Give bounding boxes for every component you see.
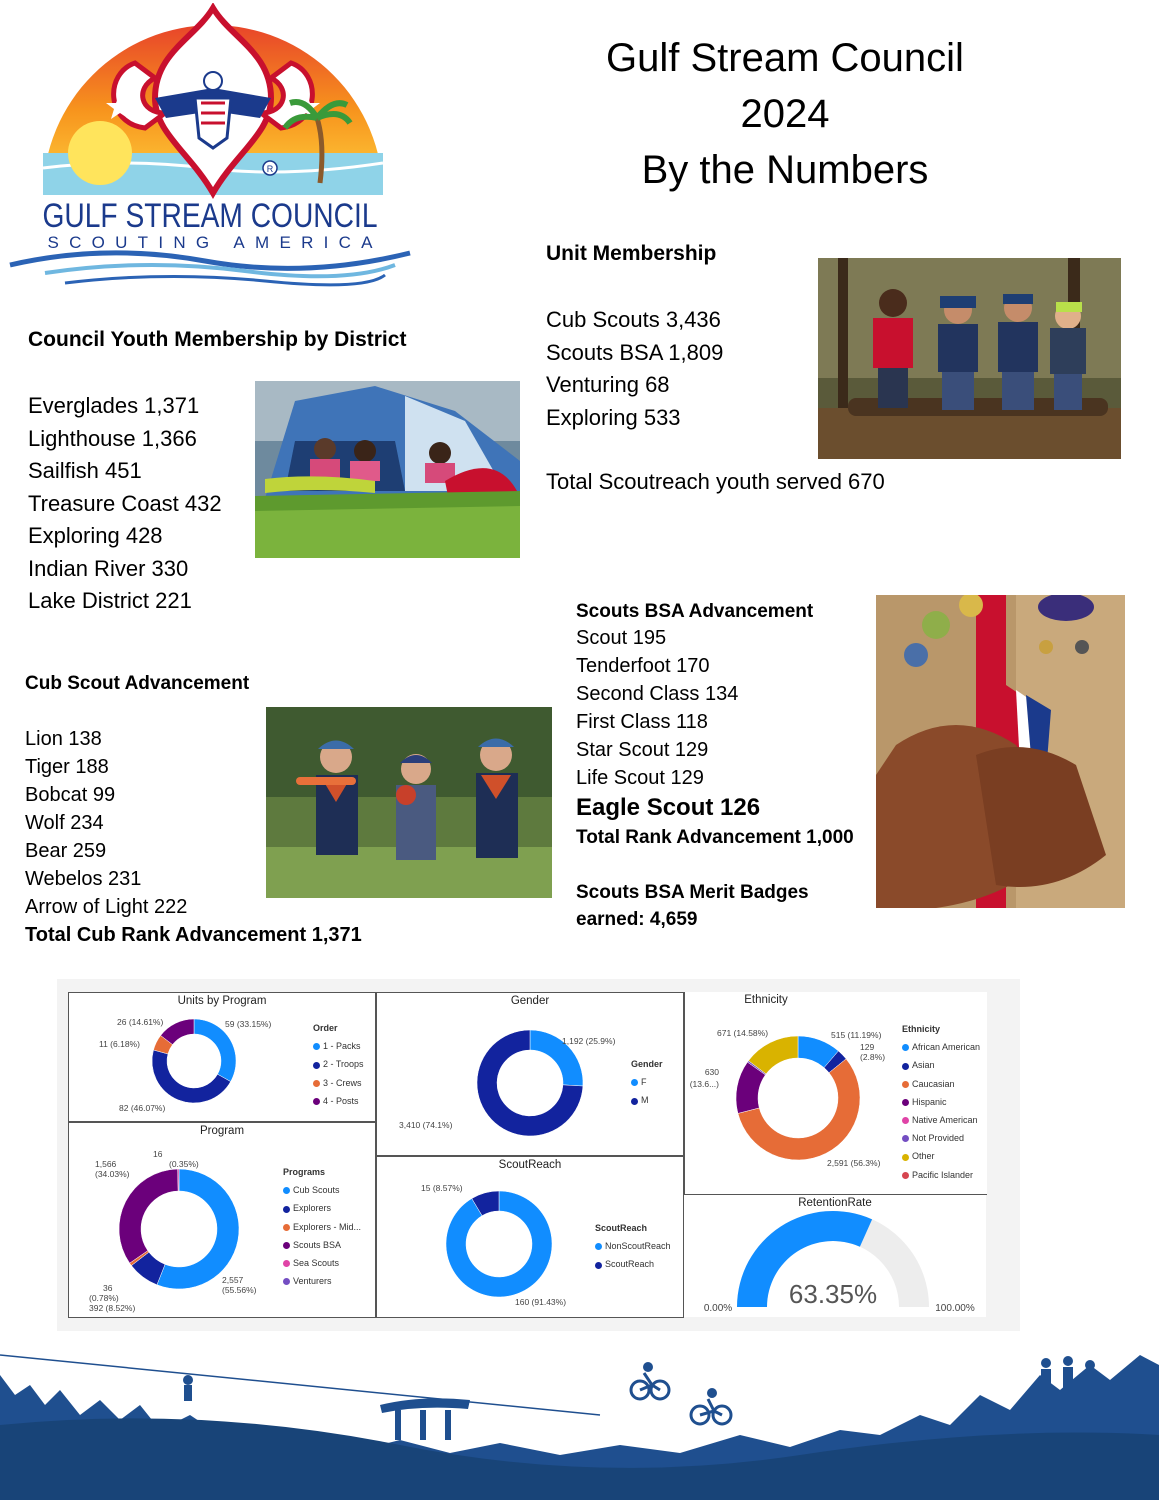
legend-item[interactable]: 4 - Posts bbox=[313, 1092, 364, 1110]
legend-item[interactable]: NonScoutReach bbox=[595, 1237, 671, 1255]
legend-item[interactable]: Cub Scouts bbox=[283, 1181, 361, 1199]
list-item: Indian River 330 bbox=[28, 555, 189, 581]
data-label: 11 (6.18%) bbox=[99, 1039, 140, 1049]
data-label: 671 (14.58%) bbox=[717, 1028, 769, 1038]
list-item: Tenderfoot 170 bbox=[576, 655, 710, 677]
data-label: 2,591 (56.3%) bbox=[827, 1158, 881, 1168]
gender-panel bbox=[376, 992, 684, 1156]
retention-panel bbox=[684, 1194, 986, 1317]
list-item: Scout 195 bbox=[576, 627, 667, 649]
scoutreach-panel bbox=[376, 1156, 684, 1318]
list-item: Exploring 428 bbox=[28, 523, 163, 548]
legend-title: Ethnicity bbox=[902, 1024, 941, 1034]
list-item: Scouts BSA 1,809 bbox=[546, 339, 724, 365]
list-item: Exploring 533 bbox=[546, 404, 681, 430]
data-label: 2,557 (55.56%) bbox=[222, 1275, 257, 1295]
legend-title: Order bbox=[313, 1023, 338, 1033]
page-title bbox=[560, 30, 1010, 198]
photo-eagle-medal bbox=[876, 595, 1125, 908]
legend-item[interactable]: M bbox=[631, 1091, 663, 1109]
chart-legend bbox=[313, 1019, 364, 1110]
list-item: Cub Scouts 3,436 bbox=[546, 307, 721, 332]
legend-item[interactable]: African American bbox=[902, 1038, 980, 1056]
data-label: 82 (46.07%) bbox=[119, 1103, 166, 1113]
chart-title: Ethnicity bbox=[744, 994, 788, 1006]
data-label: 630 (13.6...) bbox=[689, 1067, 719, 1089]
list-item: Webelos 231 bbox=[25, 868, 142, 890]
slice-2-troops[interactable] bbox=[152, 1050, 231, 1103]
legend-item[interactable]: Other bbox=[902, 1147, 980, 1165]
legend-item[interactable]: Venturers bbox=[283, 1272, 361, 1290]
legend-item[interactable]: Sea Scouts bbox=[283, 1254, 361, 1272]
legend-item[interactable]: Native American bbox=[902, 1111, 980, 1129]
list-item: Lion 138 bbox=[25, 728, 102, 750]
legend-item[interactable]: Pacific Islander bbox=[902, 1166, 980, 1184]
data-label: 16 (0.35%) bbox=[153, 1149, 199, 1169]
list-item: Bear 259 bbox=[25, 840, 107, 862]
list-item: Venturing 68 bbox=[546, 372, 670, 397]
data-label: 1,192 (25.9%) bbox=[562, 1036, 616, 1046]
bsa-list bbox=[576, 624, 854, 792]
district-heading: Council Youth Membership by District bbox=[28, 328, 407, 351]
legend-title: Gender bbox=[631, 1059, 663, 1069]
slice-sea-scouts[interactable] bbox=[178, 1169, 179, 1191]
data-label: 3,410 (74.1%) bbox=[399, 1120, 453, 1130]
bsa-total: Total Rank Advancement 1,000 bbox=[576, 827, 854, 848]
legend-title: ScoutReach bbox=[595, 1223, 648, 1233]
list-item: Everglades 1,371 bbox=[28, 393, 200, 418]
title-line3: By the Numbers bbox=[641, 148, 929, 192]
merit-badges-line1: Scouts BSA Merit Badges bbox=[576, 882, 809, 903]
list-item: Lake District 221 bbox=[28, 588, 192, 613]
legend-title: Programs bbox=[283, 1167, 326, 1177]
chart-title: ScoutReach bbox=[498, 1159, 562, 1171]
data-label: 26 (14.61%) bbox=[117, 1017, 164, 1027]
svg-text:R: R bbox=[266, 164, 274, 174]
data-label: 515 (11.19%) bbox=[831, 1030, 882, 1040]
cub-total: Total Cub Rank Advancement 1,371 bbox=[25, 924, 362, 946]
retention-gauge bbox=[684, 1195, 986, 1317]
gauge-max-label: 100.00% bbox=[935, 1303, 975, 1314]
photo-scouts-on-log bbox=[818, 258, 1121, 459]
gauge-min-label: 0.00% bbox=[703, 1303, 733, 1314]
chart-title: Program bbox=[199, 1125, 245, 1137]
photo-tent-camping bbox=[255, 381, 520, 558]
list-item: Second Class 134 bbox=[576, 683, 739, 705]
legend-item[interactable]: Caucasian bbox=[902, 1075, 980, 1093]
program-panel bbox=[68, 1122, 376, 1318]
list-item: Sailfish 451 bbox=[28, 458, 142, 483]
gauge-value: 63.35% bbox=[788, 1279, 878, 1309]
cub-heading: Cub Scout Advancement bbox=[25, 673, 250, 694]
legend-item[interactable]: Scouts BSA bbox=[283, 1236, 361, 1254]
list-item: Lighthouse 1,366 bbox=[28, 425, 197, 451]
slice-scouts-bsa[interactable] bbox=[119, 1169, 178, 1263]
data-label: 36 (0.78%) 392 (8.52%) bbox=[89, 1283, 136, 1313]
legend-item[interactable]: 1 - Packs bbox=[313, 1037, 364, 1055]
list-item: Tiger 188 bbox=[25, 756, 109, 778]
chart-legend bbox=[631, 1055, 663, 1110]
data-label: 59 (33.15%) bbox=[225, 1019, 272, 1029]
legend-item[interactable]: Explorers bbox=[283, 1199, 361, 1217]
chart-legend bbox=[283, 1163, 361, 1290]
bsa-heading: Scouts BSA Advancement bbox=[576, 601, 814, 622]
district-list bbox=[28, 390, 222, 618]
list-item: First Class 118 bbox=[576, 711, 708, 733]
data-label: 1,566 (34.03%) bbox=[95, 1159, 130, 1179]
title-line1: Gulf Stream Council bbox=[606, 36, 964, 80]
legend-item[interactable]: F bbox=[631, 1073, 663, 1091]
council-logo bbox=[5, 3, 420, 293]
list-item: Life Scout 129 bbox=[576, 767, 704, 789]
legend-item[interactable]: Not Provided bbox=[902, 1129, 980, 1147]
legend-item[interactable]: ScoutReach bbox=[595, 1255, 671, 1273]
chart-legend bbox=[902, 1020, 980, 1184]
logo-name-line2: SCOUTING AMERICA bbox=[47, 233, 373, 252]
scoutreach-total: Total Scoutreach youth served 670 bbox=[546, 469, 885, 494]
chart-legend bbox=[595, 1219, 671, 1274]
data-label: 129 (2.8%) bbox=[860, 1042, 886, 1062]
chart-title: RetentionRate bbox=[798, 1197, 872, 1209]
legend-item[interactable]: Asian bbox=[902, 1056, 980, 1074]
legend-item[interactable]: 2 - Troops bbox=[313, 1055, 364, 1073]
list-item: Arrow of Light 222 bbox=[25, 896, 188, 918]
legend-item[interactable]: Explorers - Mid... bbox=[283, 1218, 361, 1236]
ethnicity-panel bbox=[684, 992, 987, 1195]
list-item: Wolf 234 bbox=[25, 812, 104, 834]
data-label: 15 (8.57%) bbox=[421, 1183, 463, 1193]
legend-item[interactable]: Hispanic bbox=[902, 1093, 980, 1111]
units-by-program-panel bbox=[68, 992, 376, 1122]
bsa-section bbox=[576, 599, 854, 933]
merit-badges-line2: earned: 4,659 bbox=[576, 909, 698, 930]
logo-name-line1: GULF STREAM COUNCIL bbox=[42, 197, 378, 235]
legend-item[interactable]: 3 - Crews bbox=[313, 1074, 364, 1092]
list-item: Star Scout 129 bbox=[576, 739, 709, 761]
list-item: Treasure Coast 432 bbox=[28, 490, 222, 516]
footer-silhouette bbox=[0, 1335, 1159, 1500]
unit-heading: Unit Membership bbox=[546, 242, 717, 265]
chart-title: Units by Program bbox=[177, 995, 267, 1007]
data-label: 160 (91.43%) bbox=[515, 1297, 567, 1307]
eagle-scout-count: Eagle Scout 126 bbox=[576, 794, 761, 821]
title-line2: 2024 bbox=[740, 92, 830, 136]
chart-title: Gender bbox=[510, 995, 550, 1007]
photo-cub-scouts bbox=[266, 707, 552, 898]
unit-list bbox=[546, 304, 723, 434]
list-item: Bobcat 99 bbox=[25, 784, 116, 806]
